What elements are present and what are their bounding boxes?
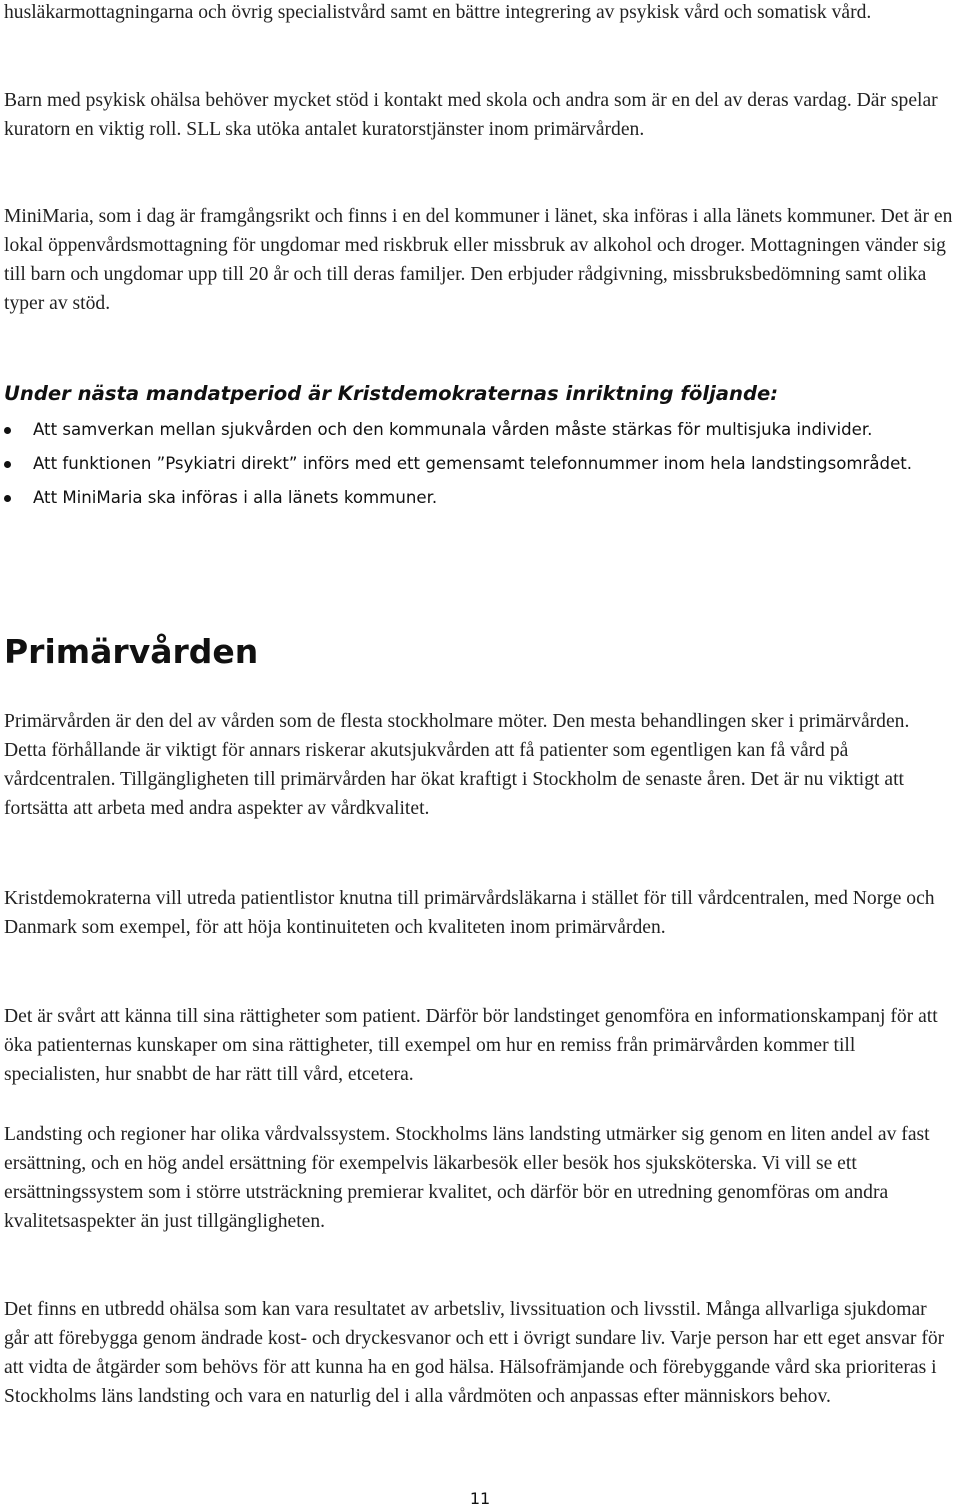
paragraph-patient-lists: Kristdemokraterna vill utreda patientlistor knutna till primärvårdsläkarna i stället för till vårdcentralen, med Norge och Danmark som exempel, för att höja kontinuiteten och kvaliteten inom primärvården. — [4, 888, 935, 938]
priority-item — [4, 415, 934, 444]
paragraph-minimaria: MiniMaria, som i dag är framgångsrikt och finns i en del kommuner i länet, ska införas i alla länets kommuner. Det är en lokal öppenvårdsmottagning för ungdomar med riskbruk eller missbruk av alkohol och droger. Mottagningen vänder sig till barn och ungdomar upp till 20 år och till deras familjer. Den erbjuder rådgivning, missbruksbedömning samt olika typer av stöd. — [4, 206, 953, 314]
bullet-icon — [4, 495, 11, 502]
priority-item-text: Att samverkan mellan sjukvården och den kommunala vården måste stärkas för multisjuka individer. — [33, 420, 873, 439]
page-number: 11 — [469, 1489, 491, 1508]
priority-item — [4, 449, 934, 478]
paragraph-primary-care-intro: Primärvården är den del av vården som de flesta stockholmare möter. Den mesta behandlingen sker i primärvården. Detta förhållande är viktigt för annars riskerar akutsjukvården att få patienter som egentligen kan få vård på vårdcentralen. Tillgängligheten till primärvården har ökat kraftigt i Stockholm de senaste åren. Det är nu viktigt att fortsätta att arbeta med andra aspekter av vårdkvalitet. — [4, 711, 910, 819]
priority-item-text: Att funktionen ”Psykiatri direkt” införs med ett gemensamt telefonnummer inom hela landstingsområdet. — [33, 454, 913, 473]
bullet-icon — [4, 427, 11, 434]
paragraph-psychiatric-integration: husläkarmottagningarna och övrig specialistvård samt en bättre integrering av psykisk vård och somatisk vård. — [4, 2, 872, 23]
priorities-heading: Under nästa mandatperiod är Kristdemokraternas inriktning följande: — [4, 382, 779, 405]
section-title-primarvarden: Primärvården — [4, 632, 259, 671]
paragraph-preventive-care: Det finns en utbredd ohälsa som kan vara resultatet av arbetsliv, livssituation och livsstil. Många allvarliga sjukdomar går att förebygga genom ändrade kost- och dryckesvanor och ett i övrigt sundare liv. Varje person har ett eget ansvar för att vidta de åtgärder som behövs för att kunna ha en god hälsa. Hälsofrämjande och förebyggande vård ska prioriteras i Stockholms läns landsting och vara en naturlig del i alla vårdmöten och anpassas efter människors behov. — [4, 1299, 945, 1407]
paragraph-reimbursement-systems: Landsting och regioner har olika vårdvalssystem. Stockholms läns landsting utmärker sig genom en liten andel av fast ersättning, och en hög andel ersättning för exempelvis läkarbesök eller besök hos sjuksköterska. Vi vill se ett ersättningssystem som i större utsträckning premierar kvalitet, och därför bör en utredning genomföras om andra kvalitetsaspekter än just tillgängligheten. — [4, 1124, 930, 1232]
priorities-list — [4, 415, 934, 517]
paragraph-child-mental-health: Barn med psykisk ohälsa behöver mycket stöd i kontakt med skola och andra som är en del av deras vardag. Där spelar kuratorn en viktig roll. SLL ska utöka antalet kuratorstjänster inom primärvården. — [4, 90, 938, 140]
paragraph-patient-rights: Det är svårt att känna till sina rättigheter som patient. Därför bör landstinget genomföra en informationskampanj för att öka patienternas kunskaper om sina rättigheter, till exempel om hur en remiss från primärvården kommer till specialisten, hur snabbt de har rätt till vård, etcetera. — [4, 1006, 938, 1085]
bullet-icon — [4, 461, 11, 468]
priority-item — [4, 483, 934, 512]
priority-item-text: Att MiniMaria ska införas i alla länets kommuner. — [33, 488, 438, 507]
